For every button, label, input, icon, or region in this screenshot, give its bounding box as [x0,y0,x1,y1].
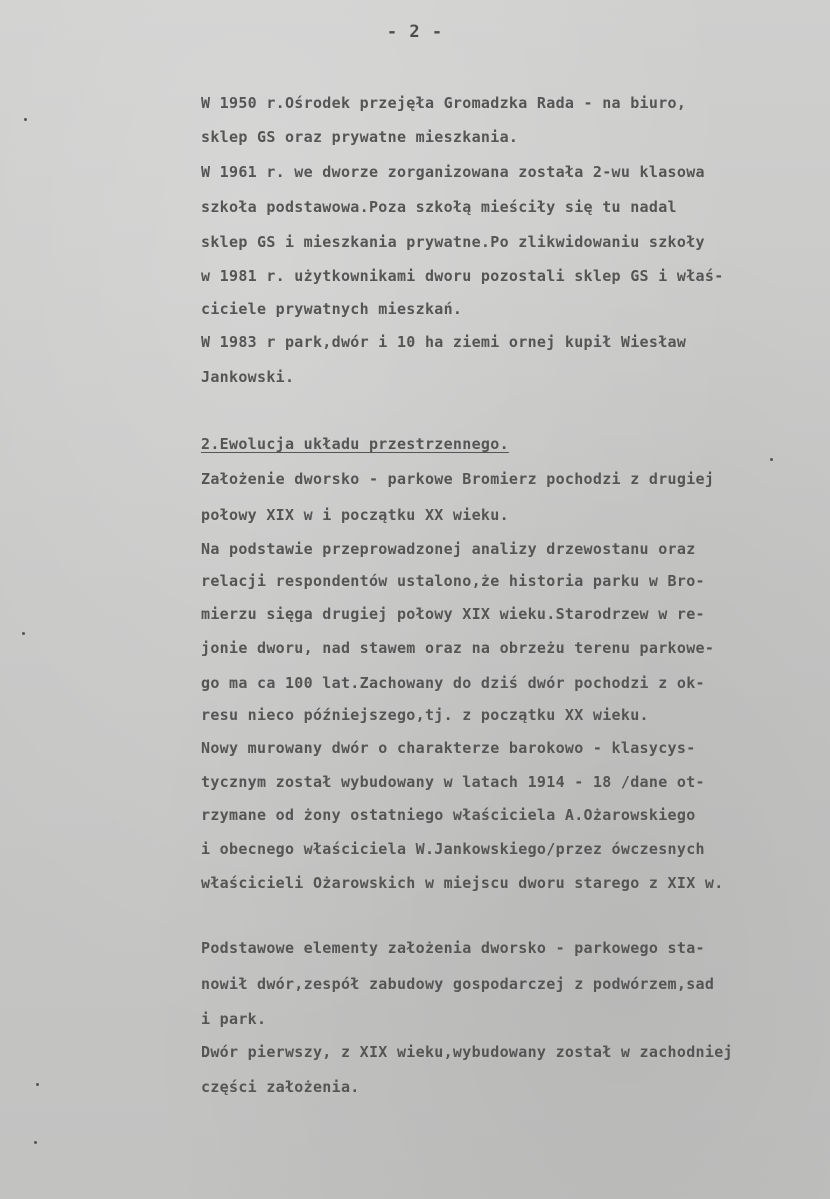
text-line: połowy XIX w i początku XX wieku. [201,506,509,524]
scan-speck [36,1083,39,1086]
text-line: Dwór pierwszy, z XIX wieku,wybudowany został w zachodniej [201,1043,733,1061]
text-line: Podstawowe elementy założenia dworsko - parkowego sta- [201,939,705,957]
text-line: i obecnego właściciela W.Jankowskiego/przez ówczesnych [201,840,705,858]
text-line: części założenia. [201,1078,360,1096]
text-line: właścicieli Ożarowskich w miejscu dworu starego z XIX w. [201,874,724,892]
text-line: i park. [201,1010,267,1028]
text-line: rzymane od żony ostatniego właściciela A.Ożarowskiego [201,806,696,824]
text-line: tycznym został wybudowany w latach 1914 - 18 /dane ot- [201,773,705,791]
text-line: relacji respondentów ustalono,że historia parku w Bro- [201,572,705,590]
text-line: go ma ca 100 lat.Zachowany do dziś dwór pochodzi z ok- [201,674,705,692]
text-line: Na podstawie przeprowadzonej analizy drzewostanu oraz [201,540,696,558]
text-line: w 1981 r. użytkownikami dworu pozostali sklep GS i właś- [201,267,724,285]
text-line: szkoła podstawowa.Poza szkołą mieściły się tu nadal [201,198,677,216]
text-line: W 1961 r. we dworze zorganizowana została 2-wu klasowa [201,163,705,181]
page-number: - 2 - [386,22,444,42]
scan-speck [22,632,25,635]
text-line: Założenie dworsko - parkowe Bromierz pochodzi z drugiej [201,470,715,488]
text-line: Nowy murowany dwór o charakterze barokowo - klasycys- [201,739,696,757]
text-line: Jankowski. [201,368,295,386]
text-line: sklep GS oraz prywatne mieszkania. [201,128,519,146]
text-line: W 1950 r.Ośrodek przejęła Gromadzka Rada - na biuro, [201,94,687,112]
section-heading: 2.Ewolucja układu przestrzennego. [201,435,509,453]
text-line: ciciele prywatnych mieszkań. [201,300,463,318]
text-line: mierzu sięga drugiej połowy XIX wieku.Starodrzew w re- [201,605,705,623]
scan-speck [24,118,27,121]
scan-speck [770,458,773,461]
scan-speck [34,1141,37,1144]
text-line: jonie dworu, nad stawem oraz na obrzeżu terenu parkowe- [201,639,715,657]
text-line: resu nieco późniejszego,tj. z początku XX wieku. [201,706,649,724]
text-line: nowił dwór,zespół zabudowy gospodarczej z podwórzem,sad [201,975,715,993]
text-line: W 1983 r park,dwór i 10 ha ziemi ornej kupił Wiesław [201,333,687,351]
text-line: sklep GS i mieszkania prywatne.Po zlikwidowaniu szkoły [201,233,705,251]
